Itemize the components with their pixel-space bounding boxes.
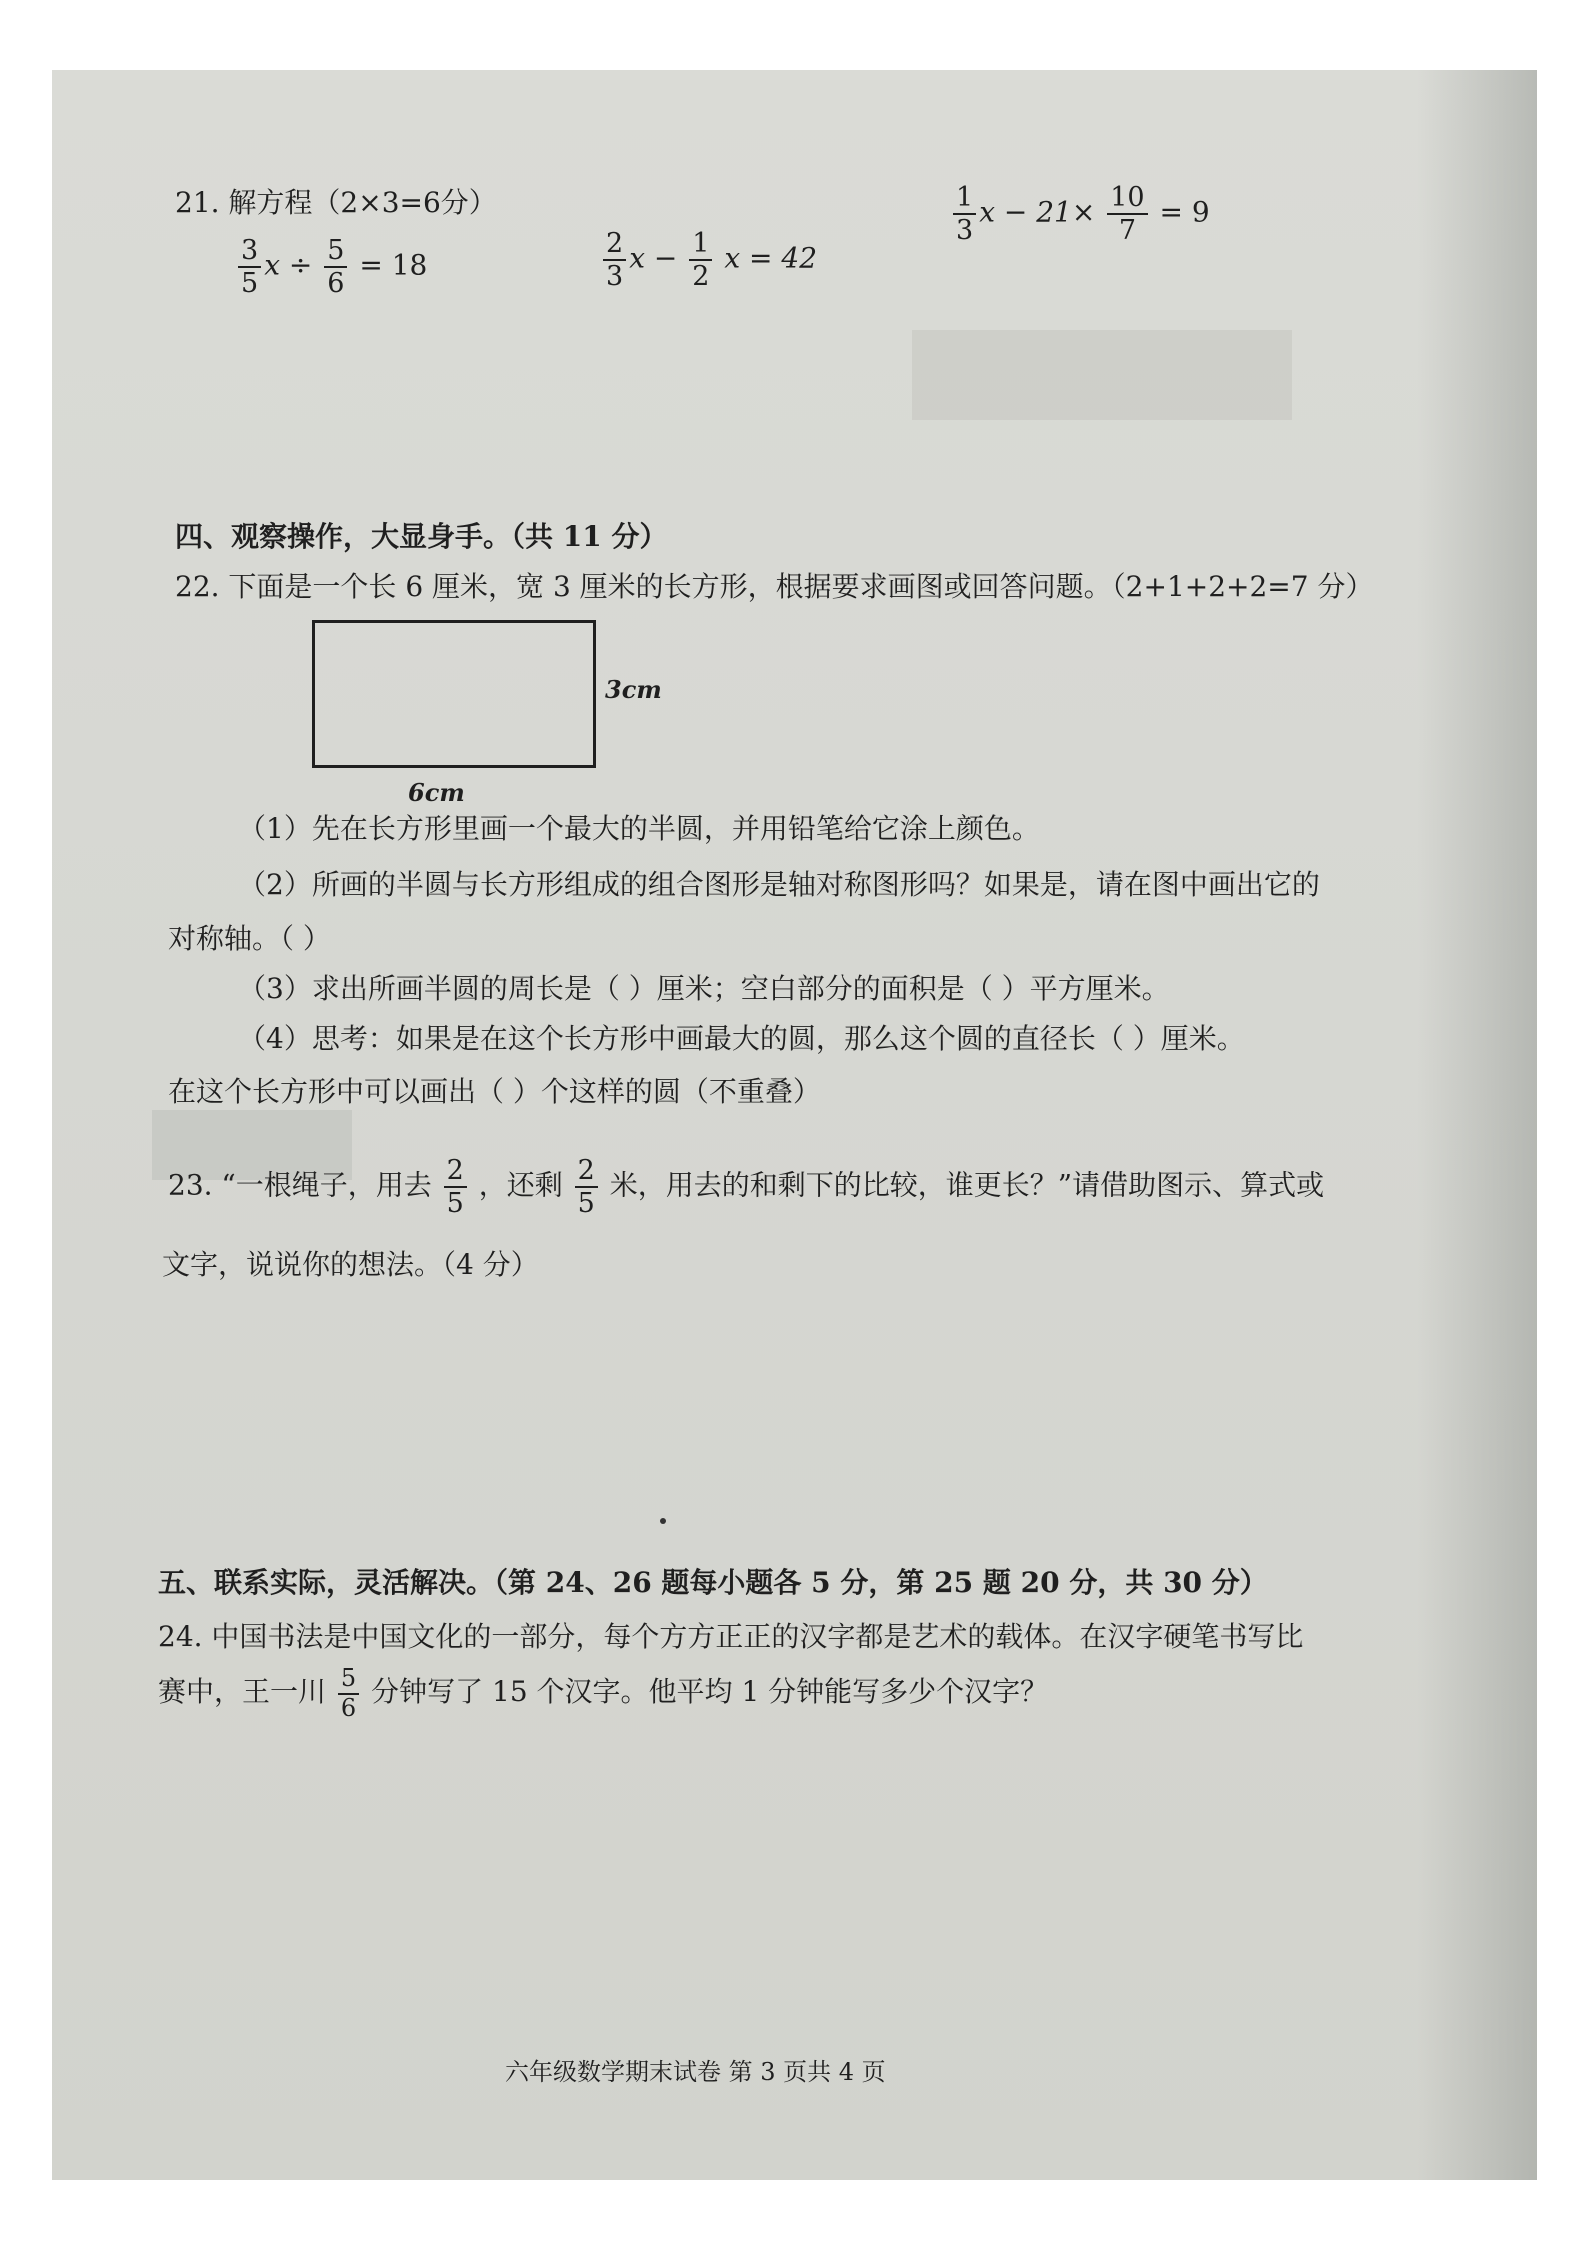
q24-line-1: 24. 中国书法是中国文化的一部分，每个方方正正的汉字都是艺术的载体。在汉字硬笔书写比 bbox=[158, 1620, 1304, 1653]
q22-part-2b: 对称轴。（ ） bbox=[168, 922, 331, 955]
q24-line-2: 赛中，王一川 $\frac{5}{6}$ 分钟写了 15 个汉字。他平均 1 分钟能写多少个汉字？ bbox=[158, 1664, 1049, 1722]
section5-heading: 五、联系实际，灵活解决。（第 24、26 题每小题各 5 分，第 25 题 20 分，共 30 分） bbox=[158, 1566, 1268, 1599]
rectangle-figure bbox=[312, 620, 596, 768]
q22-part-2a: （2）所画的半圆与长方形组成的组合图形是轴对称图形吗？如果是，请在图中画出它的 bbox=[238, 868, 1320, 901]
q23-line-1: 23. “一根绳子，用去 $\frac{2}{5}$ ，还剩 $\frac{2}{5}$ 米，用去的和剩下的比较，谁更长？”请借助图示、算式或 bbox=[168, 1155, 1325, 1220]
rect-height-label: 3cm bbox=[605, 675, 662, 704]
q22-part-3: （3）求出所画半圆的周长是（ ）厘米；空白部分的面积是（ ）平方厘米。 bbox=[238, 972, 1170, 1005]
q23-line-2: 文字，说说你的想法。（4 分） bbox=[162, 1248, 539, 1281]
show-through-figure bbox=[912, 330, 1292, 420]
rect-width-label: 6cm bbox=[408, 778, 465, 807]
page-footer: 六年级数学期末试卷 第 3 页共 4 页 bbox=[505, 2058, 886, 2086]
q22-part-4b: 在这个长方形中可以画出（ ）个这样的圆（不重叠） bbox=[168, 1075, 821, 1108]
q21-title: 21. 解方程（2×3=6分） bbox=[175, 186, 497, 219]
q22-part-4a: （4）思考：如果是在这个长方形中画最大的圆，那么这个圆的直径长（ ）厘米。 bbox=[238, 1022, 1245, 1055]
q21-equation-1: $\frac{3}{5}$ x ÷ $\frac{5}{6}$ = 18 bbox=[235, 235, 427, 299]
q21-equation-2: $\frac{2}{3}$ x − $\frac{1}{2}$ x = 42 bbox=[600, 228, 817, 292]
page-shadow bbox=[1417, 70, 1537, 2180]
q21-equation-3: $\frac{1}{3}$ x − 21× $\frac{10}{7}$ = 9 bbox=[950, 182, 1210, 246]
q22-intro: 22. 下面是一个长 6 厘米，宽 3 厘米的长方形，根据要求画图或回答问题。（2+1+2+2=7 分） bbox=[175, 570, 1374, 603]
section4-heading: 四、观察操作，大显身手。（共 11 分） bbox=[175, 520, 668, 553]
stray-dot bbox=[660, 1518, 666, 1524]
q22-part-1: （1）先在长方形里画一个最大的半圆，并用铅笔给它涂上颜色。 bbox=[238, 812, 1040, 845]
exam-page bbox=[52, 70, 1537, 2180]
